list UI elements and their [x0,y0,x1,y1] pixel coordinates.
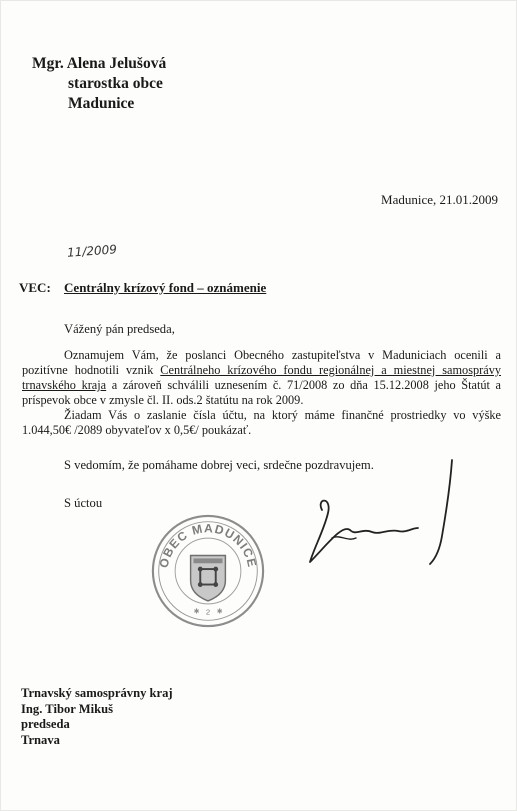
recipient-city: Trnava [21,732,60,747]
subject-text: Centrálny krízový fond – oznámenie [64,280,267,295]
body-p1-end: a zároveň schválili uznesením č. 71/2008 zo dňa 15.12.2008 jeho Štatút a príspevok obce v zmysle čl. II. ods.2 štatútu na rok 2009. [22,378,502,407]
handwritten-reference-number: 11/2009 [66,242,118,260]
closing-sentence: S vedomím, že pomáhame dobrej veci, srdečne pozdravujem. [64,458,374,472]
svg-text:✱: ✱ [193,608,200,616]
body-paragraph-1 [22,348,501,408]
body-p1-start: Oznamujem Vám, že poslanci Obecného zastupiteľstva v Maduniciach ocenili a pozitívne hodnotili vznik [22,348,501,377]
body-paragraph-2: Žiadam Vás o zaslanie čísla účtu, na ktorý máme finančné prostriedky vo výške 1.044,50€ /2089 obyvateľov x 0,5€/ poukázať. [22,408,501,437]
recipient-name: Ing. Tibor Mikuš [21,701,114,716]
recipient-organization: Trnavský samosprávny kraj [21,686,173,700]
regards: S úctou [64,496,103,510]
recipient-title: predseda [21,717,70,731]
subject-label: VEC: [19,280,51,295]
greeting: Vážený pán predseda, [64,322,175,336]
sender-role: starostka obce [68,75,163,92]
svg-text:✱: ✱ [216,608,223,616]
stamp-number: 2 [205,607,211,617]
stamp-text: OBEC MADUNICE [156,521,260,570]
handwritten-signature-icon [292,458,472,578]
subject-line [19,280,266,296]
fund-name: Centrálneho krízového fondu regionálnej a miestnej samosprávy trnavského kraja [22,363,501,392]
recipient-block [21,686,173,748]
sender-block [32,54,166,114]
letter-body [22,348,501,438]
sender-municipality: Madunice [68,95,135,112]
sender-name: Mgr. Alena Jelušová [32,55,167,72]
municipal-stamp-icon [150,513,266,629]
letter-date: Madunice, 21.01.2009 [381,192,498,207]
